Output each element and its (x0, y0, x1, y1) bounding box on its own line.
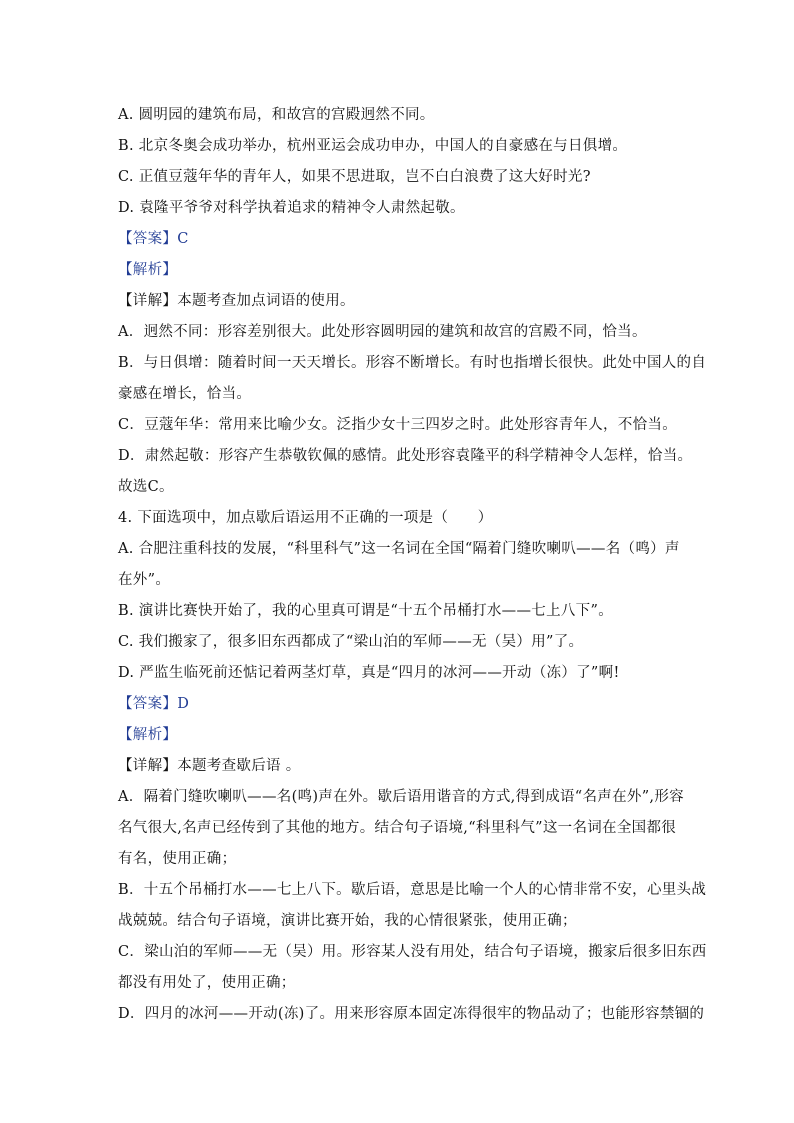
analysis-label-2: 【解析】 (118, 727, 178, 743)
q4-option-a-cont: 在外”。 (118, 572, 171, 588)
analysis-label: 【解析】 (118, 262, 178, 278)
q4-detail-c-cont: 都没有用处了，使用正确； (118, 975, 296, 991)
conclusion: 故选C。 (118, 479, 174, 495)
q4-detail-b: B．十五个吊桶打水——七上八下。歇后语，意思是比喻一个人的心情非常不安，心里头战 (118, 882, 707, 898)
option-d: D. 袁隆平爷爷对科学执着追求的精神令人肃然起敬。 (118, 200, 465, 216)
detail-b-cont: 豪感在增长，恰当。 (118, 386, 252, 402)
q4-option-a: A. 合肥注重科技的发展，“科里科气”这一名词在全国“隔着门缝吹喇叭——名（鸣）声 (118, 541, 680, 557)
answer-label: 【答案】C (118, 231, 189, 247)
q4-detail-c: C．梁山泊的军师——无（吴）用。形容某人没有用处，结合句子语境，搬家后很多旧东西 (118, 944, 707, 960)
detail-d: D．肃然起敬：形容产生恭敬钦佩的感情。此处形容袁隆平的科学精神令人怎样，恰当。 (118, 448, 693, 464)
q4-option-d: D. 严监生临死前还惦记着两茎灯草，真是“四月的冰河——开动（冻）了”啊! (118, 665, 620, 681)
q4-detail-a-cont2: 有名，使用正确； (118, 851, 237, 867)
q4-option-c: C. 我们搬家了，很多旧东西都成了“梁山泊的军师——无（吴）用”了。 (118, 634, 584, 650)
option-c: C. 正值豆蔻年华的青年人，如果不思进取，岂不白白浪费了这大好时光? (118, 169, 591, 185)
q4-detail-d: D．四月的冰河——开动(冻)了。用来形容原本固定冻得很牢的物品动了；也能形容禁锢的 (118, 1006, 705, 1022)
q4-detail-a-cont: 名气很大,名声已经传到了其他的地方。结合句子语境,“科里科气”这一名词在全国都很 (118, 820, 677, 836)
q4-detail-b-cont: 战兢兢。结合句子语境，演讲比赛开始，我的心情很紧张，使用正确； (118, 913, 577, 929)
option-a: A. 圆明园的建筑布局，和故宫的宫殿迥然不同。 (118, 107, 435, 123)
answer-label-2: 【答案】D (118, 696, 190, 712)
detail-intro: 【详解】本题考查加点词语的使用。 (118, 293, 355, 309)
q4-detail-a: A．隔着门缝吹喇叭——名(鸣)声在外。歇后语用谐音的方式,得到成语“名声在外”,形容 (118, 789, 684, 805)
detail-c: C．豆蔻年华：常用来比喻少女。泛指少女十三四岁之时。此处形容青年人，不恰当。 (118, 417, 677, 433)
detail-b: B．与日俱增：随着时间一天天增长。形容不断增长。有时也指增长很快。此处中国人的自 (118, 355, 707, 371)
detail-intro-2: 【详解】本题考查歇后语 。 (118, 758, 301, 774)
option-b: B. 北京冬奥会成功举办，杭州亚运会成功申办，中国人的自豪感在与日俱增。 (118, 138, 628, 154)
detail-a: A．迥然不同：形容差别很大。此处形容圆明园的建筑和故宫的宫殿不同，恰当。 (118, 324, 647, 340)
q4-option-b: B. 演讲比赛快开始了，我的心里真可谓是“十五个吊桶打水——七上八下”。 (118, 603, 613, 619)
question-4: 4. 下面选项中，加点歇后语运用不正确的一项是（ ） (118, 510, 493, 526)
